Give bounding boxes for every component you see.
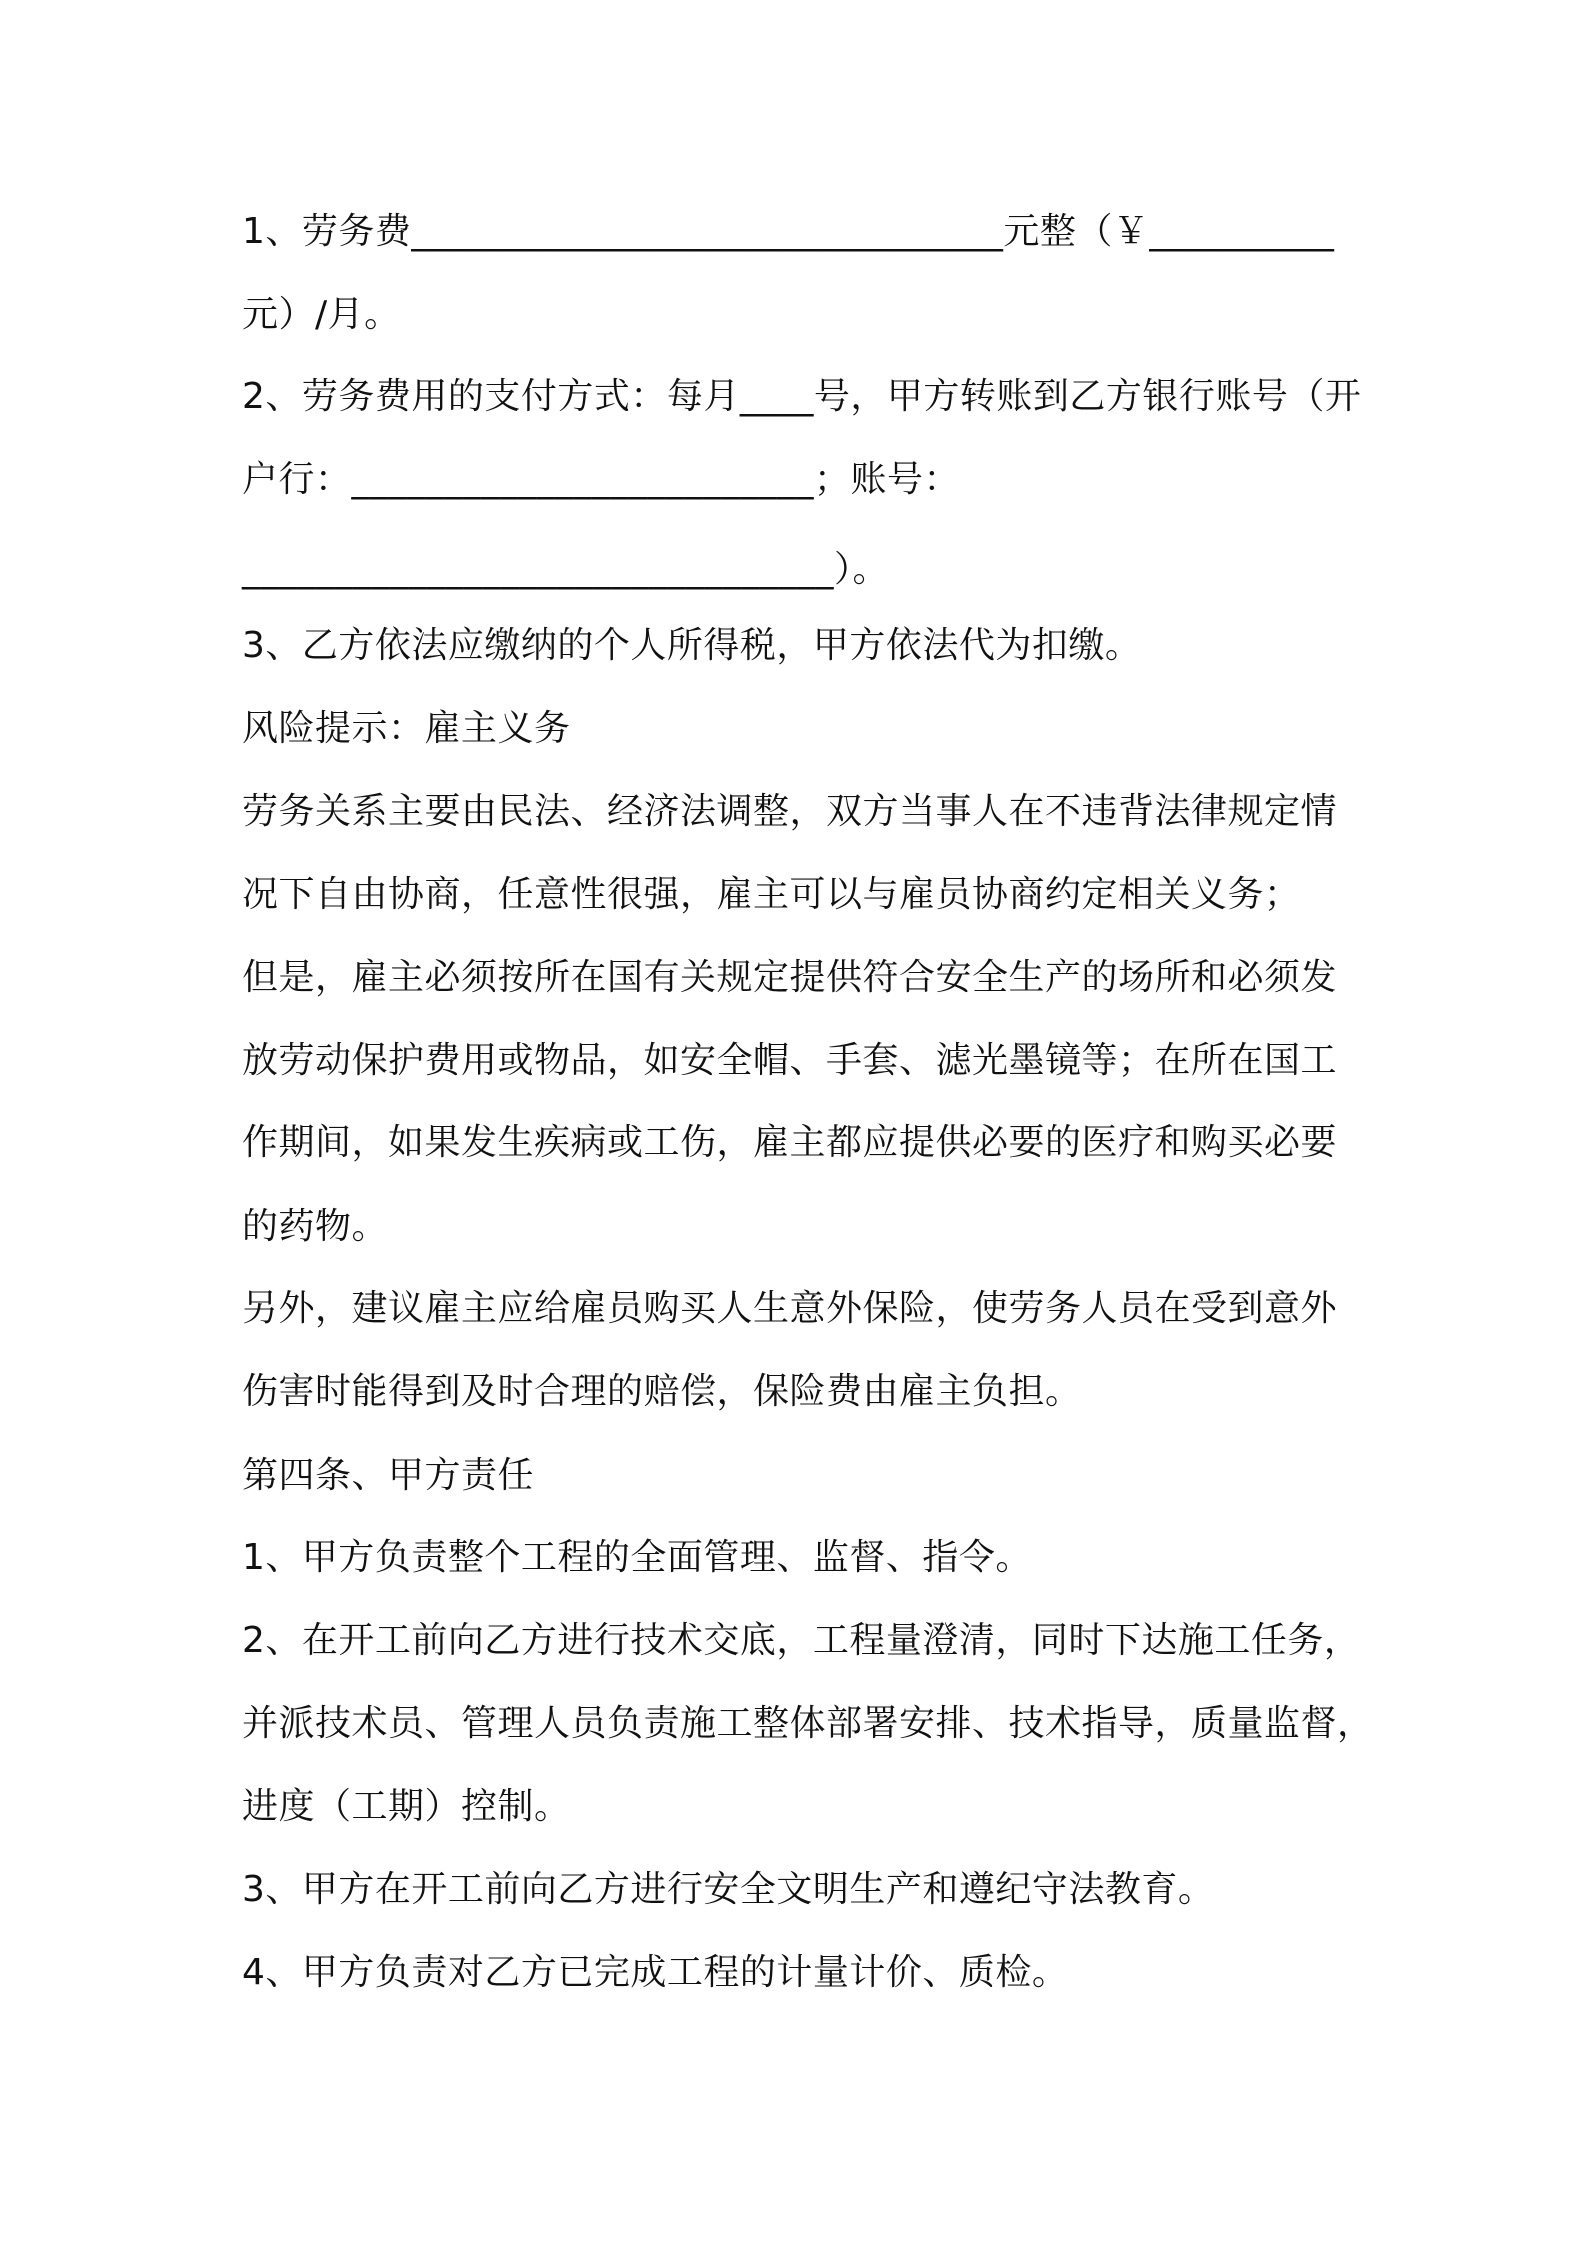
payment-method-line-3: ________________________________）。 [242, 549, 889, 590]
risk-notice-paragraph-1-line-2: 况下自由协商，任意性很强，雇主可以与雇员协商约定相关义务； [242, 874, 1301, 915]
article-four-heading: 第四条、甲方责任 [242, 1455, 535, 1496]
party-a-duty-1: 1、甲方负责整个工程的全面管理、监督、指令。 [242, 1537, 1032, 1578]
risk-notice-paragraph-1-line-6: 的药物。 [242, 1206, 389, 1247]
party-a-duty-2-line-1: 2、在开工前向乙方进行技术交底，工程量澄清，同时下达施工任务， [242, 1620, 1361, 1661]
party-a-duty-2-line-2: 并派技术员、管理人员负责施工整体部署安排、技术指导，质量监督， [242, 1703, 1374, 1744]
payment-method-line-1: 2、劳务费用的支付方式：每月____号，甲方转账到乙方银行账号（开 [242, 376, 1362, 417]
risk-notice-paragraph-1-line-4: 放劳动保护费用或物品，如安全帽、手套、滤光墨镜等；在所在国工 [242, 1040, 1338, 1081]
risk-notice-paragraph-1-line-1: 劳务关系主要由民法、经济法调整，双方当事人在不违背法律规定情 [242, 791, 1338, 832]
fee-clause-line-2: 元）/月。 [242, 294, 401, 335]
party-a-duty-4: 4、甲方负责对乙方已完成工程的计量计价、质检。 [242, 1952, 1069, 1993]
risk-notice-paragraph-1-line-3: 但是，雇主必须按所在国有关规定提供符合安全生产的场所和必须发 [242, 957, 1338, 998]
risk-notice-paragraph-2-line-2: 伤害时能得到及时合理的赔偿，保险费由雇主负担。 [242, 1371, 1082, 1412]
party-a-duty-2-line-3: 进度（工期）控制。 [242, 1786, 571, 1827]
risk-notice-heading: 风险提示：雇主义务 [242, 708, 571, 749]
fee-clause-line-1: 1、劳务费________________________________元整（￥__________ [242, 211, 1335, 252]
payment-method-line-2: 户行：_________________________；账号： [242, 459, 961, 500]
risk-notice-paragraph-2-line-1: 另外，建议雇主应给雇员购买人生意外保险，使劳务人员在受到意外 [242, 1288, 1338, 1329]
tax-clause-line: 3、乙方依法应缴纳的个人所得税，甲方依法代为扣缴。 [242, 625, 1142, 666]
risk-notice-paragraph-1-line-5: 作期间，如果发生疾病或工伤，雇主都应提供必要的医疗和购买必要 [242, 1122, 1338, 1163]
party-a-duty-3: 3、甲方在开工前向乙方进行安全文明生产和遵纪守法教育。 [242, 1869, 1215, 1910]
